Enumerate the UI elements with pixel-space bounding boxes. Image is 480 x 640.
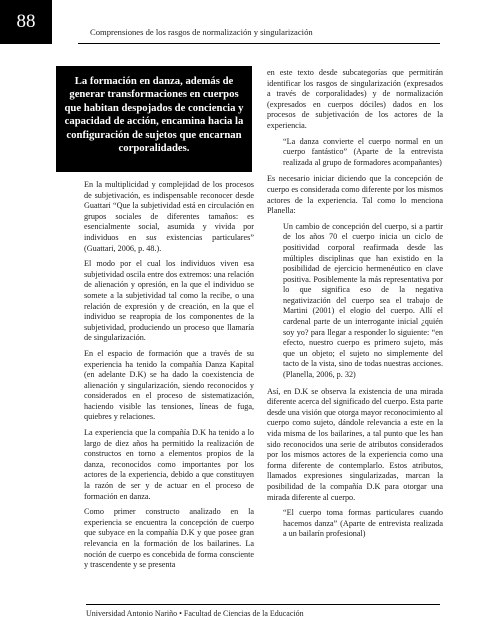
italic-word: sus [146, 232, 157, 242]
left-column [84, 180, 254, 576]
paragraph-text: existencias particulares” (Guattari, 2006, p. 48.). [84, 232, 254, 253]
paragraph: Como primer constructo analizado en la experiencia se encuentra la concepción de cuerpo que subyace en la compañía D.K y que posee gran relevancia en la formación de los bailarines. La noción de cuerpo es concebida de forma consciente y trascendente y se presenta [84, 507, 254, 570]
paragraph [84, 180, 254, 254]
page-number: 88 [16, 11, 36, 32]
paragraph: En el espacio de formación que a través de su experiencia ha tenido la compañía Danza Kapital (en adelante D.K) se ha dado la coexistencia de alienación y singularización, siendo reconocidos y considerados en el proceso de sistematización, haciendo visible las tensiones, líneas de fuga, quiebres y relaciones. [84, 348, 254, 422]
paragraph: en este texto desde subcategorías que permitirán identificar los rasgos de singularización (expresados a través de corporalidades) y de normalización (expresados en cuerpos dóciles) dados en los procesos de subjetivación de los actores de la experiencia. [267, 68, 443, 130]
block-quote: Un cambio de concepción del cuerpo, si a partir de los años 70 el cuerpo inicia un ciclo de positividad corporal reafirmada desde las múltiples disciplinas que han existido en la posibilidad de ejercicio hermenéutico en clave positiva. Posiblemente la más representativa por lo que significa eso de la negativa negativización del cuerpo sea el trabajo de Martini (2001) el elogio del cuerpo. Allí el cardenal parte de un interrogante inicial ¿quién soy yo? para llegar a responder lo siguiente: “en efecto, nuestro cuerpo es primero sujeto, más que un objeto; el sujeto no simplemente del tacto de la vista, sino de todas nuestras acciones. (Planella, 2006, p. 32) [283, 221, 443, 380]
paragraph: Así, en D.K se observa la existencia de una mirada diferente acerca del significado del cuerpo. Esta parte desde una visión que otorga mayor reconocimiento al cuerpo como sujeto, dándole relevancia a este en la vida misma de los bailarines, a tal punto que les han sido reconocidos una serie de atributos considerados por los mismos actores de la experiencia como una forma diferente de contemplarlo. Estos atributos, llamados expresiones singularizadas, marcan la posibilidad de la compañía D.K para otorgar una mirada diferente al cuerpo. [267, 386, 443, 502]
pull-quote: La formación en danza, además de generar transformaciones en cuerpos que habitan despojados de conciencia y capacidad de acción, encamina hacia la configuración de sujetos que encarnan corporalidades. [56, 66, 252, 172]
block-quote: “El cuerpo toma formas particulares cuando hacemos danza” (Aparte de entrevista realizada a un bailarín profesional) [283, 508, 443, 539]
page-number-box [0, 0, 52, 44]
page-footer: Universidad Antonio Nariño • Facultad de Ciencias de la Educación [86, 609, 304, 618]
footer-rule [86, 604, 440, 605]
paragraph: El modo por el cual los individuos viven esa subjetividad oscila entre dos extremos: una relación de alienación y opresión, en la que el individuo se somete a la subjetividad tal como la recibe, o una relación de expresión y de creación, en la que el individuo se reapropia de los componentes de la subjetividad, produciendo un proceso que llamaría de singularización. [84, 259, 254, 343]
running-header: Comprensiones de los rasgos de normalización y singularización [90, 27, 313, 37]
paragraph-text: En la multiplicidad y complejidad de los procesos de subjetivación, es indispensable reconocer desde Guattari “Que la subjetividad está en circulación en grupos sociales de diferentes tamaños: es esencialmente social, asumida y vivida por individuos en [84, 180, 254, 242]
block-quote: “La danza convierte el cuerpo normal en un cuerpo fantástico” (Aparte de la entrevista realizada al grupo de formadores acompañantes) [283, 136, 443, 167]
paragraph: La experiencia que la compañía D.K ha tenido a lo largo de diez años ha permitido la realización de constructos en torno a elementos propios de la danza, reconocidos como importantes por los actores de la experiencia, debido a que constituyen la razón de ser y de actuar en el proceso de formación en danza. [84, 428, 254, 501]
right-column [267, 68, 443, 546]
paragraph: Es necesario iniciar diciendo que la concepción de cuerpo es considerada como diferente por los mismos actores de la experiencia. Tal como lo menciona Planella: [267, 174, 443, 216]
header-rule [78, 43, 440, 44]
